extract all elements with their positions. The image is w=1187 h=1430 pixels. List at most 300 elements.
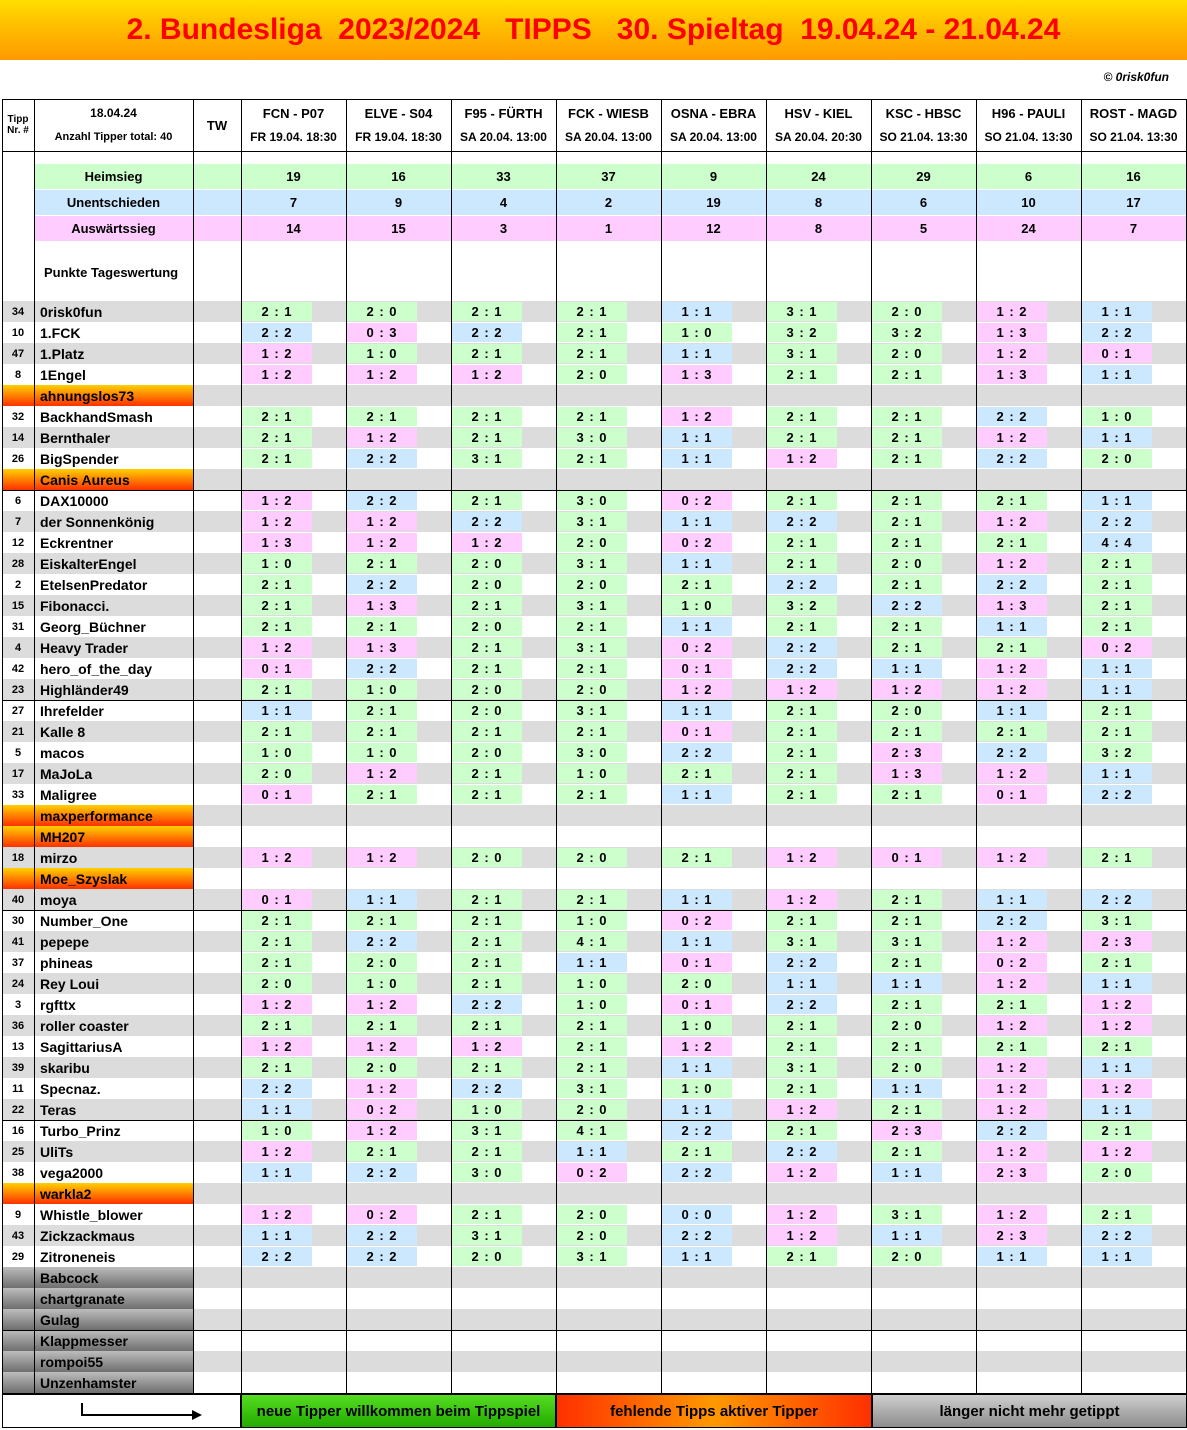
tip-cell: 1 : 2 xyxy=(242,512,312,531)
tip-cell: 2 : 1 xyxy=(557,323,627,342)
tip-cell: 1 : 2 xyxy=(767,1226,837,1245)
tip-cell: 2 : 1 xyxy=(557,302,627,321)
tip-cell: 2 : 0 xyxy=(1082,1163,1152,1182)
tipper-tw xyxy=(193,427,241,448)
tipper-tw xyxy=(193,301,241,322)
stat-draw-8: 17 xyxy=(1081,190,1186,215)
tip-cell: 1 : 2 xyxy=(662,1037,732,1056)
tip-cell: 1 : 2 xyxy=(767,1163,837,1182)
stat-away-6: 5 xyxy=(871,216,976,241)
tip-cell: 2 : 2 xyxy=(347,491,417,510)
tip-cell: 3 : 2 xyxy=(767,596,837,615)
tipper-nr: 33 xyxy=(2,784,34,805)
grid-line xyxy=(2,700,1187,701)
tip-cell: 1 : 3 xyxy=(347,638,417,657)
match-time-2: SA 20.04. 13:00 xyxy=(460,130,547,144)
tipper-name: Eckrentner xyxy=(34,532,193,553)
tip-cell: 1 : 2 xyxy=(977,1016,1047,1035)
tip-cell: 2 : 1 xyxy=(452,428,522,447)
match-pair-8: ROST - MAGD xyxy=(1089,105,1178,121)
tip-cell: 0 : 1 xyxy=(662,995,732,1014)
stat-draw-4: 19 xyxy=(661,190,766,215)
tip-cell: 3 : 1 xyxy=(872,1205,942,1224)
tip-cell: 2 : 1 xyxy=(977,995,1047,1014)
tip-cell: 0 : 2 xyxy=(557,1163,627,1182)
tip-cell: 1 : 2 xyxy=(1082,1079,1152,1098)
tip-cell: 1 : 3 xyxy=(347,596,417,615)
tip-cell: 2 : 2 xyxy=(662,1163,732,1182)
stat-label-home: Heimsieg xyxy=(34,164,193,189)
tip-cell: 1 : 3 xyxy=(977,596,1047,615)
stat-away-8: 7 xyxy=(1081,216,1186,241)
tipper-name: mirzo xyxy=(34,847,193,868)
tip-cell: 1 : 2 xyxy=(347,365,417,384)
tipper-nr: 6 xyxy=(2,490,34,511)
tip-cell: 2 : 1 xyxy=(872,995,942,1014)
tipper-tw xyxy=(193,679,241,700)
tipper-name: Rey Loui xyxy=(34,973,193,994)
tip-cell: 1 : 3 xyxy=(242,533,312,552)
grid-line xyxy=(2,151,1187,152)
tipper-name: rompoi55 xyxy=(34,1351,193,1372)
tipper-tw xyxy=(193,1078,241,1099)
tip-cell: 2 : 1 xyxy=(767,1247,837,1266)
tipper-name: phineas xyxy=(34,952,193,973)
tip-cell: 3 : 0 xyxy=(452,1163,522,1182)
grid-line xyxy=(766,99,767,1393)
match-pair-3: FCK - WIESB xyxy=(568,105,649,121)
tip-cell: 2 : 1 xyxy=(452,1205,522,1224)
tip-cell: 2 : 1 xyxy=(557,1037,627,1056)
tip-cell: 3 : 0 xyxy=(557,743,627,762)
tip-cell: 2 : 1 xyxy=(242,575,312,594)
tip-cell: 1 : 2 xyxy=(347,1121,417,1140)
tip-cell: 1 : 3 xyxy=(977,365,1047,384)
tip-cell: 2 : 1 xyxy=(1082,554,1152,573)
tip-cell: 3 : 1 xyxy=(557,1247,627,1266)
tipper-name: Number_One xyxy=(34,910,193,931)
tipper-tw xyxy=(193,1057,241,1078)
match-time-7: SO 21.04. 13:30 xyxy=(984,130,1073,144)
tipper-tw xyxy=(193,931,241,952)
tip-cell: 2 : 1 xyxy=(347,785,417,804)
tip-cell: 2 : 1 xyxy=(872,428,942,447)
tip-cell: 2 : 0 xyxy=(452,554,522,573)
stat-label-away: Auswärtssieg xyxy=(34,216,193,241)
tip-cell: 2 : 1 xyxy=(767,491,837,510)
tip-cell: 1 : 1 xyxy=(977,890,1047,909)
tipper-name: EiskalterEngel xyxy=(34,553,193,574)
tip-cell: 2 : 2 xyxy=(977,407,1047,426)
tipper-row-bg xyxy=(193,1267,1186,1288)
tip-cell: 1 : 0 xyxy=(557,764,627,783)
tip-cell: 1 : 2 xyxy=(977,974,1047,993)
tip-cell: 2 : 1 xyxy=(557,449,627,468)
tip-cell: 2 : 2 xyxy=(1082,512,1152,531)
tipper-tw xyxy=(193,1204,241,1225)
tip-cell: 1 : 2 xyxy=(452,365,522,384)
tip-cell: 1 : 2 xyxy=(1082,1142,1152,1161)
stat-label-draw: Unentschieden xyxy=(34,190,193,215)
tip-cell: 2 : 0 xyxy=(452,617,522,636)
tip-cell: 3 : 1 xyxy=(452,1121,522,1140)
stat-home-2: 33 xyxy=(451,164,556,189)
tip-cell: 2 : 0 xyxy=(557,365,627,384)
tip-cell: 2 : 2 xyxy=(242,1247,312,1266)
tip-cell: 2 : 0 xyxy=(347,1058,417,1077)
tip-cell: 2 : 3 xyxy=(1082,932,1152,951)
grid-line xyxy=(34,99,35,1393)
tipper-nr: 41 xyxy=(2,931,34,952)
tip-cell: 1 : 1 xyxy=(1082,680,1152,699)
tip-cell: 2 : 0 xyxy=(872,1058,942,1077)
tip-cell: 1 : 0 xyxy=(662,1016,732,1035)
tip-cell: 1 : 2 xyxy=(977,659,1047,678)
tip-cell: 1 : 1 xyxy=(662,617,732,636)
tipper-nr: 4 xyxy=(2,637,34,658)
tip-cell: 1 : 0 xyxy=(242,743,312,762)
tip-cell: 1 : 2 xyxy=(347,428,417,447)
tip-cell: 1 : 2 xyxy=(242,1037,312,1056)
tip-cell: 2 : 2 xyxy=(977,575,1047,594)
tipper-nr: 2 xyxy=(2,574,34,595)
tip-cell: 1 : 0 xyxy=(557,911,627,930)
stat-away-1: 15 xyxy=(346,216,451,241)
tip-cell: 1 : 2 xyxy=(977,554,1047,573)
tip-cell: 1 : 1 xyxy=(872,1079,942,1098)
tip-cell: 1 : 2 xyxy=(347,1079,417,1098)
tip-cell: 2 : 2 xyxy=(1082,323,1152,342)
tip-cell: 2 : 2 xyxy=(767,575,837,594)
tip-cell: 2 : 2 xyxy=(452,995,522,1014)
tip-cell: 1 : 0 xyxy=(347,680,417,699)
tip-cell: 2 : 1 xyxy=(1082,596,1152,615)
tipper-tw xyxy=(193,616,241,637)
tipper-nr xyxy=(2,826,34,847)
tip-cell: 2 : 1 xyxy=(767,1037,837,1056)
tip-cell: 2 : 2 xyxy=(872,596,942,615)
tip-cell: 1 : 2 xyxy=(767,1205,837,1224)
tip-cell: 1 : 1 xyxy=(1082,1247,1152,1266)
tip-cell: 2 : 0 xyxy=(557,1100,627,1119)
tip-cell: 1 : 1 xyxy=(662,554,732,573)
page-title: 2. Bundesliga 2023/2024 TIPPS 30. Spieltag 19.04.24 - 21.04.24 xyxy=(126,13,1061,46)
tip-cell: 1 : 3 xyxy=(872,764,942,783)
tip-cell: 2 : 1 xyxy=(242,596,312,615)
tipper-nr: 30 xyxy=(2,910,34,931)
tip-cell: 1 : 2 xyxy=(977,1100,1047,1119)
tipper-name: Maligree xyxy=(34,784,193,805)
tipper-tw xyxy=(193,595,241,616)
tip-cell: 2 : 1 xyxy=(977,1037,1047,1056)
tip-cell: 2 : 1 xyxy=(872,1100,942,1119)
tip-cell: 1 : 1 xyxy=(662,302,732,321)
tipper-nr xyxy=(2,1309,34,1330)
tipper-tw xyxy=(193,1036,241,1057)
tip-cell: 2 : 1 xyxy=(1082,848,1152,867)
stat-away-7: 24 xyxy=(976,216,1081,241)
grid-line xyxy=(976,99,977,1393)
tip-cell: 3 : 1 xyxy=(872,932,942,951)
tip-cell: 2 : 2 xyxy=(767,512,837,531)
tip-cell: 1 : 1 xyxy=(1082,302,1152,321)
tipper-tw xyxy=(193,490,241,511)
tip-cell: 2 : 1 xyxy=(452,1058,522,1077)
tip-cell: 2 : 1 xyxy=(767,533,837,552)
tip-cell: 2 : 1 xyxy=(872,638,942,657)
tip-cell: 0 : 1 xyxy=(662,659,732,678)
tip-cell: 2 : 2 xyxy=(977,743,1047,762)
tip-cell: 2 : 2 xyxy=(977,1121,1047,1140)
tip-cell: 3 : 1 xyxy=(557,512,627,531)
tip-cell: 1 : 1 xyxy=(1082,764,1152,783)
tip-cell: 1 : 2 xyxy=(1082,1016,1152,1035)
tip-cell: 1 : 2 xyxy=(977,1142,1047,1161)
tip-cell: 1 : 2 xyxy=(977,1079,1047,1098)
tip-cell: 2 : 1 xyxy=(452,890,522,909)
tipper-name: Whistle_blower xyxy=(34,1204,193,1225)
legend-missing-tips: fehlende Tipps aktiver Tipper xyxy=(556,1394,872,1428)
tip-cell: 2 : 2 xyxy=(452,512,522,531)
tip-cell: 0 : 1 xyxy=(242,659,312,678)
tip-cell: 2 : 1 xyxy=(767,1121,837,1140)
tipper-name: warkla2 xyxy=(34,1183,193,1204)
tip-cell: 2 : 1 xyxy=(1082,701,1152,720)
tip-cell: 2 : 1 xyxy=(557,1058,627,1077)
tip-cell: 1 : 2 xyxy=(242,344,312,363)
tip-cell: 3 : 1 xyxy=(557,596,627,615)
tipper-name: Zitroneneis xyxy=(34,1246,193,1267)
tipper-row-bg xyxy=(193,1372,1186,1393)
tip-cell: 2 : 1 xyxy=(347,1016,417,1035)
tipper-nr xyxy=(2,1183,34,1204)
tipper-nr xyxy=(2,1330,34,1351)
tip-cell: 2 : 1 xyxy=(1082,617,1152,636)
tipper-nr: 17 xyxy=(2,763,34,784)
tipp-nr-header xyxy=(2,99,34,151)
tipper-tw xyxy=(193,994,241,1015)
points-label: Punkte Tageswertung xyxy=(44,265,179,280)
tip-cell: 2 : 1 xyxy=(662,575,732,594)
copyright: © 0risk0fun xyxy=(1103,70,1169,84)
arrow-right-icon xyxy=(42,1399,202,1423)
tip-cell: 0 : 2 xyxy=(347,1100,417,1119)
tip-cell: 3 : 1 xyxy=(452,449,522,468)
tipper-tw xyxy=(193,889,241,910)
match-pair-2: F95 - FÜRTH xyxy=(464,105,543,121)
tip-cell: 2 : 1 xyxy=(767,722,837,741)
tipper-tw xyxy=(193,1015,241,1036)
tipper-nr: 22 xyxy=(2,1099,34,1120)
tipper-nr: 34 xyxy=(2,301,34,322)
tipper-tw xyxy=(193,553,241,574)
tip-cell: 3 : 1 xyxy=(767,302,837,321)
tip-cell: 1 : 0 xyxy=(1082,407,1152,426)
tip-cell: 2 : 1 xyxy=(452,953,522,972)
tip-cell: 2 : 1 xyxy=(767,617,837,636)
tip-cell: 1 : 1 xyxy=(662,428,732,447)
tip-cell: 2 : 1 xyxy=(347,911,417,930)
stat-home-7: 6 xyxy=(976,164,1081,189)
tip-cell: 2 : 3 xyxy=(872,743,942,762)
tip-cell: 2 : 1 xyxy=(557,407,627,426)
tipper-name: Georg_Büchner xyxy=(34,616,193,637)
tip-cell: 2 : 0 xyxy=(242,764,312,783)
tipper-nr: 27 xyxy=(2,700,34,721)
tip-cell: 0 : 2 xyxy=(662,533,732,552)
tipper-name: Bernthaler xyxy=(34,427,193,448)
tipper-name: der Sonnenkönig xyxy=(34,511,193,532)
tip-cell: 1 : 2 xyxy=(767,848,837,867)
tip-cell: 2 : 1 xyxy=(242,617,312,636)
grid-line xyxy=(2,99,3,1393)
tipper-name: Zickzackmaus xyxy=(34,1225,193,1246)
tip-cell: 1 : 2 xyxy=(977,764,1047,783)
tipper-name: Heavy Trader xyxy=(34,637,193,658)
tipper-nr: 11 xyxy=(2,1078,34,1099)
match-pair-5: HSV - KIEL xyxy=(784,105,853,121)
tipper-tw xyxy=(193,448,241,469)
tip-cell: 2 : 2 xyxy=(767,1142,837,1161)
tip-cell: 2 : 2 xyxy=(242,323,312,342)
tipper-tw xyxy=(193,763,241,784)
tip-cell: 2 : 1 xyxy=(872,890,942,909)
match-pair-6: KSC - HBSC xyxy=(885,105,962,121)
tip-cell: 2 : 2 xyxy=(767,659,837,678)
tipper-name: Gulag xyxy=(34,1309,193,1330)
grid-line xyxy=(2,490,1187,491)
tip-cell: 2 : 1 xyxy=(242,449,312,468)
tipper-nr: 24 xyxy=(2,973,34,994)
tip-cell: 2 : 1 xyxy=(452,911,522,930)
tip-cell: 1 : 1 xyxy=(662,785,732,804)
tip-cell: 1 : 1 xyxy=(977,701,1047,720)
tip-cell: 1 : 2 xyxy=(242,491,312,510)
tip-cell: 2 : 1 xyxy=(452,407,522,426)
grid-line xyxy=(451,99,452,1393)
tipper-name: Turbo_Prinz xyxy=(34,1120,193,1141)
tipper-nr: 5 xyxy=(2,742,34,763)
match-time-3: SA 20.04. 13:00 xyxy=(565,130,652,144)
tip-cell: 1 : 1 xyxy=(242,1226,312,1245)
tip-cell: 1 : 2 xyxy=(977,932,1047,951)
tipper-name: 1Engel xyxy=(34,364,193,385)
tip-cell: 2 : 1 xyxy=(347,554,417,573)
tip-cell: 2 : 1 xyxy=(452,932,522,951)
tipper-row-bg xyxy=(193,868,1186,889)
stat-home-1: 16 xyxy=(346,164,451,189)
tipper-nr: 16 xyxy=(2,1120,34,1141)
tipper-name: DAX10000 xyxy=(34,490,193,511)
date-label: 18.04.24 xyxy=(90,106,137,120)
tip-cell: 1 : 2 xyxy=(977,344,1047,363)
tip-cell: 2 : 1 xyxy=(1082,1121,1152,1140)
tipper-nr: 40 xyxy=(2,889,34,910)
tip-cell: 2 : 2 xyxy=(977,911,1047,930)
tipper-nr xyxy=(2,469,34,490)
tipper-name: Babcock xyxy=(34,1267,193,1288)
tip-cell: 2 : 1 xyxy=(452,1016,522,1035)
tip-cell: 1 : 1 xyxy=(242,701,312,720)
tip-cell: 1 : 2 xyxy=(242,365,312,384)
tip-cell: 2 : 1 xyxy=(767,365,837,384)
tipper-nr: 31 xyxy=(2,616,34,637)
tip-cell: 2 : 1 xyxy=(242,407,312,426)
tip-cell: 2 : 1 xyxy=(1082,1037,1152,1056)
tip-cell: 2 : 1 xyxy=(872,1037,942,1056)
tipper-tw xyxy=(193,700,241,721)
tip-cell: 1 : 2 xyxy=(347,533,417,552)
tip-cell: 1 : 2 xyxy=(977,512,1047,531)
tip-cell: 1 : 0 xyxy=(242,1121,312,1140)
grid-line xyxy=(346,99,347,1393)
tip-cell: 2 : 0 xyxy=(452,1247,522,1266)
grid-line xyxy=(556,99,557,1393)
tipper-nr xyxy=(2,1351,34,1372)
tipper-tw xyxy=(193,973,241,994)
tip-cell: 2 : 2 xyxy=(1082,890,1152,909)
match-pair-7: H96 - PAULI xyxy=(991,105,1066,121)
tip-cell: 0 : 2 xyxy=(347,1205,417,1224)
tipper-row-bg xyxy=(193,1351,1186,1372)
tipper-tw xyxy=(193,1246,241,1267)
tipper-nr: 25 xyxy=(2,1141,34,1162)
tip-cell: 1 : 3 xyxy=(662,365,732,384)
tipper-name: hero_of_the_day xyxy=(34,658,193,679)
tip-cell: 0 : 1 xyxy=(242,785,312,804)
stat-draw-7: 10 xyxy=(976,190,1081,215)
tip-cell: 2 : 2 xyxy=(347,659,417,678)
total-tipper-label: Anzahl Tipper total: 40 xyxy=(54,131,173,143)
tipper-name: ahnungslos73 xyxy=(34,385,193,406)
tip-cell: 1 : 1 xyxy=(662,344,732,363)
tip-cell: 1 : 1 xyxy=(977,1247,1047,1266)
tipper-name: Fibonacci. xyxy=(34,595,193,616)
tip-cell: 2 : 2 xyxy=(347,449,417,468)
tip-cell: 1 : 0 xyxy=(557,974,627,993)
tip-cell: 2 : 1 xyxy=(872,512,942,531)
tip-cell: 1 : 2 xyxy=(767,1100,837,1119)
tip-cell: 2 : 0 xyxy=(347,953,417,972)
tipper-nr: 42 xyxy=(2,658,34,679)
tip-cell: 1 : 0 xyxy=(662,1079,732,1098)
tip-cell: 2 : 0 xyxy=(452,848,522,867)
tip-cell: 1 : 2 xyxy=(242,638,312,657)
tipper-nr xyxy=(2,1288,34,1309)
tipper-name: chartgranate xyxy=(34,1288,193,1309)
tip-cell: 2 : 1 xyxy=(872,1142,942,1161)
tip-cell: 2 : 1 xyxy=(452,1142,522,1161)
tip-cell: 2 : 0 xyxy=(452,701,522,720)
tipper-name: macos xyxy=(34,742,193,763)
tipper-nr: 36 xyxy=(2,1015,34,1036)
tipper-nr: 18 xyxy=(2,847,34,868)
tip-cell: 1 : 1 xyxy=(1082,659,1152,678)
tipper-nr: 28 xyxy=(2,553,34,574)
grid-line xyxy=(2,910,1187,911)
tip-cell: 2 : 1 xyxy=(347,617,417,636)
tip-cell: 1 : 1 xyxy=(662,512,732,531)
tip-cell: 0 : 3 xyxy=(347,323,417,342)
tipper-name: Canis Aureus xyxy=(34,469,193,490)
tip-cell: 2 : 1 xyxy=(662,764,732,783)
tipper-name: Kalle 8 xyxy=(34,721,193,742)
tip-cell: 2 : 0 xyxy=(557,848,627,867)
tip-cell: 1 : 1 xyxy=(662,932,732,951)
tip-cell: 1 : 1 xyxy=(767,974,837,993)
tip-cell: 2 : 1 xyxy=(767,554,837,573)
tipper-row-bg xyxy=(193,385,1186,406)
